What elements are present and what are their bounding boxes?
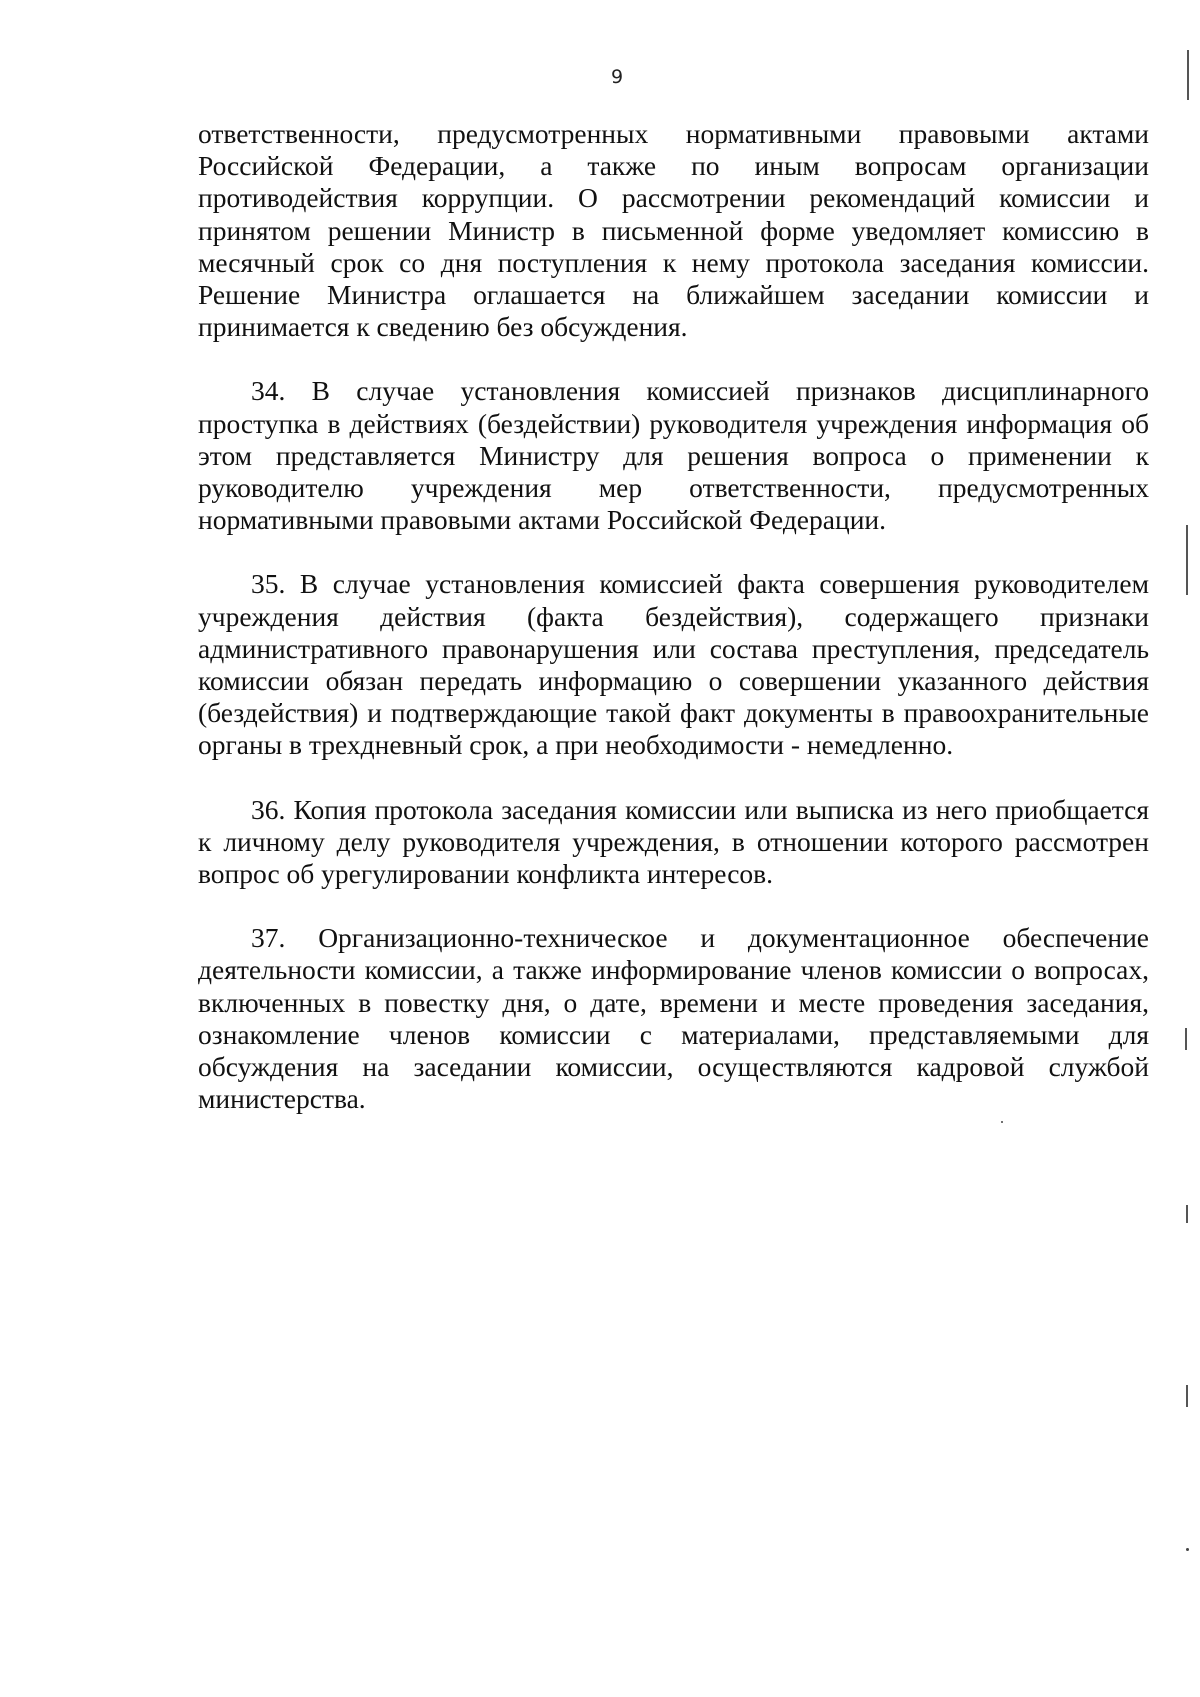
paragraph-34: 34. В случае установления комиссией признаков дисциплинарного проступка в действиях (бездействии) руководителя учреждения информация об этом представляется Министру для решения вопроса о применении к руководителю учреждения мер ответственности, предусмотренных нормативными правовыми актами Российской Федерации.	[198, 375, 1149, 536]
scan-artifact	[1001, 1121, 1003, 1123]
page-number: 9	[610, 66, 624, 88]
scan-artifact	[1187, 50, 1189, 100]
scan-artifact	[1185, 1028, 1187, 1050]
scan-artifact	[1186, 1385, 1188, 1407]
paragraph-36: 36. Копия протокола заседания комиссии или выписка из него приобщается к личному делу руководителя учреждения, в отношении которого рассмотрен вопрос об урегулировании конфликта интересов.	[198, 793, 1149, 890]
paragraph-continuation: ответственности, предусмотренных нормативными правовыми актами Российской Федерации, а также по иным вопросам организации противодействия коррупции. О рассмотрении рекомендаций комиссии и принятом решении Министр в письменной форме уведомляет комиссию в месячный срок со дня поступления к нему протокола заседания комиссии. Решение Министра оглашается на ближайшем заседании комиссии и принимается к сведению без обсуждения.	[198, 118, 1149, 343]
document-body	[198, 118, 1149, 1115]
scan-artifact	[1186, 1548, 1189, 1551]
scan-artifact	[1186, 1205, 1188, 1223]
paragraph-35: 35. В случае установления комиссией факта совершения руководителем учреждения действия (факта бездействия), содержащего признаки административного правонарушения или состава преступления, председатель комиссии обязан передать информацию о совершении указанного действия (бездействия) и подтверждающие такой факт документы в правоохранительные органы в трехдневный срок, а при необходимости - немедленно.	[198, 568, 1149, 761]
scan-artifact	[1186, 525, 1188, 595]
paragraph-37: 37. Организационно-техническое и документационное обеспечение деятельности комиссии, а также информирование членов комиссии о вопросах, включенных в повестку дня, о дате, времени и месте проведения заседания, ознакомление членов комиссии с материалами, представляемыми для обсуждения на заседании комиссии, осуществляются кадровой службой министерства.	[198, 922, 1149, 1115]
